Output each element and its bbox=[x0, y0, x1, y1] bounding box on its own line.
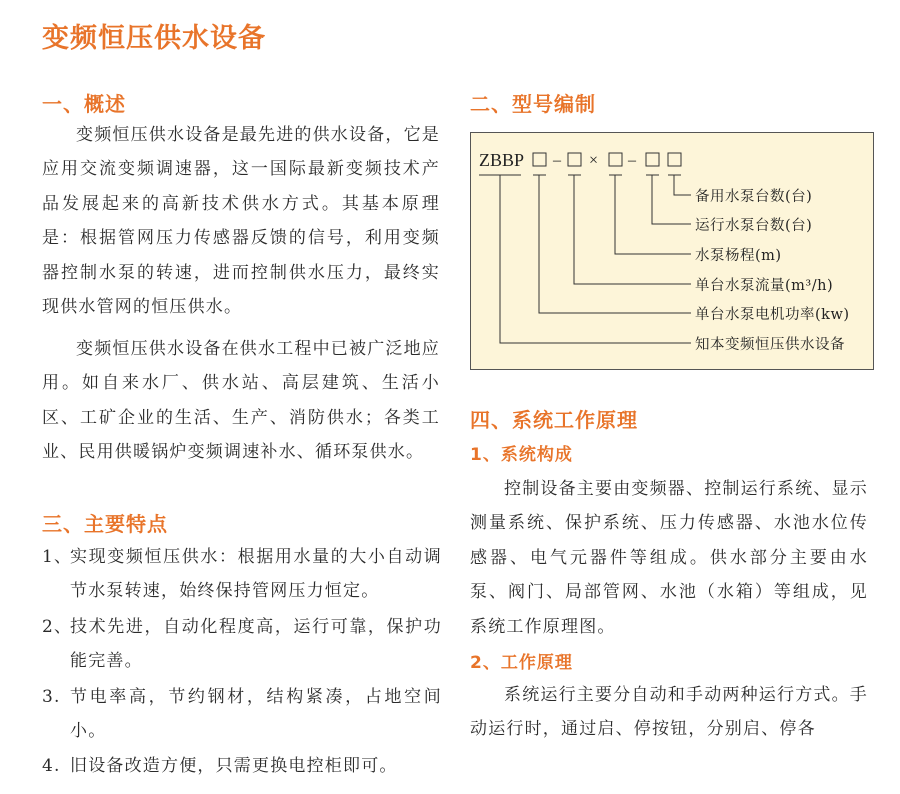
code-box-3 bbox=[609, 153, 622, 166]
overview-paragraph-2: 变频恒压供水设备在供水工程中已被广泛地应用。如自来水厂、供水站、高层建筑、生活小区、工矿企业的生活、生产、消防供水；各类工业、民用供暖锅炉变频调速补水、循环泵供水。 bbox=[42, 339, 440, 463]
features-list bbox=[42, 540, 442, 785]
working-principle-heading: 2、工作原理 bbox=[470, 653, 573, 673]
model-dash-2: – bbox=[628, 152, 636, 169]
system-composition-heading: 1、系统构成 bbox=[470, 445, 573, 465]
label-product-name: 知本变频恒压供水设备 bbox=[695, 337, 845, 353]
code-box-2 bbox=[568, 153, 581, 166]
feature-text: 技术先进，自动化程度高，运行可靠，保护功能完善。 bbox=[70, 616, 442, 672]
label-pump-flow: 单台水泵流量(m³/h) bbox=[695, 278, 834, 294]
code-box-4 bbox=[646, 153, 659, 166]
section1-heading: 一、概述 bbox=[42, 92, 126, 116]
section3-heading: 三、主要特点 bbox=[42, 512, 168, 536]
model-code-diagram bbox=[470, 132, 874, 370]
feature-number: 4. bbox=[42, 756, 61, 777]
feature-text: 实现变频恒压供水：根据用水量的大小自动调节水泵转速，始终保持管网压力恒定。 bbox=[70, 547, 442, 602]
feature-item bbox=[42, 680, 442, 749]
label-motor-power: 单台水泵电机功率(kw) bbox=[695, 307, 850, 323]
feature-item bbox=[42, 610, 442, 679]
section2-heading: 二、型号编制 bbox=[470, 92, 596, 116]
model-prefix: ZBBP bbox=[479, 150, 525, 170]
label-standby-pumps: 备用水泵台数(台) bbox=[695, 189, 813, 205]
working-principle-text: 系统运行主要分自动和手动两种运行方式。手动运行时，通过启、停按钮，分别启、停各 bbox=[470, 685, 868, 740]
page-title: 变频恒压供水设备 bbox=[42, 23, 266, 54]
section4-heading: 四、系统工作原理 bbox=[470, 408, 638, 432]
system-composition-text: 控制设备主要由变频器、控制运行系统、显示测量系统、保护系统、压力传感器、水池水位传感器、电气元器件等组成。供水部分主要由水泵、阀门、局部管网、水池（水箱）等组成，见系统工作原理图。 bbox=[470, 479, 868, 637]
overview-paragraph-1: 变频恒压供水设备是最先进的供水设备，它是应用交流变频调速器，这一国际最新变频技术产品发展起来的高新技术供水方式。其基本原理是：根据管网压力传感器反馈的信号，利用变频器控制水泵的转速，进而控制供水压力，最终实现供水管网的恒压供水。 bbox=[42, 125, 440, 318]
model-times: × bbox=[589, 152, 599, 169]
feature-number: 2、 bbox=[42, 616, 73, 637]
feature-number: 3. bbox=[42, 686, 61, 707]
model-dash-1: – bbox=[553, 152, 561, 169]
feature-number: 1、 bbox=[42, 547, 73, 567]
feature-text: 节电率高，节约钢材，结构紧凑，占地空间小。 bbox=[70, 686, 442, 742]
feature-item bbox=[42, 540, 442, 609]
feature-item bbox=[42, 749, 442, 783]
label-running-pumps: 运行水泵台数(台) bbox=[695, 218, 813, 234]
code-box-1 bbox=[533, 153, 546, 166]
code-box-5 bbox=[668, 153, 681, 166]
label-pump-head: 水泵杨程(m) bbox=[695, 248, 782, 264]
feature-text: 旧设备改造方便，只需更换电控柜即可。 bbox=[70, 756, 398, 777]
